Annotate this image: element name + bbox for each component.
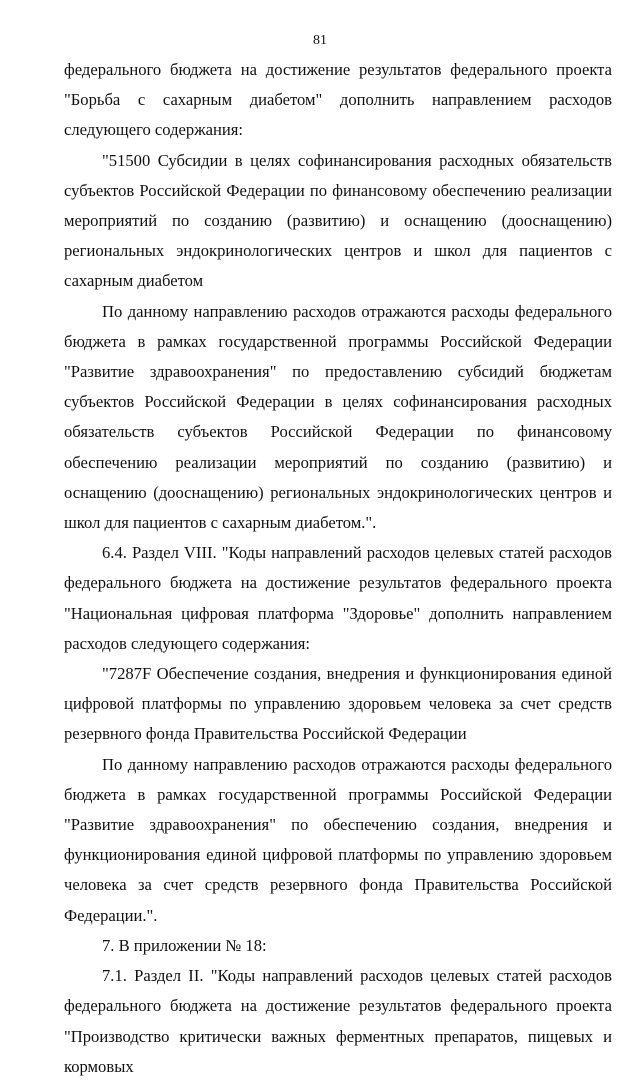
document-body	[64, 55, 612, 1082]
paragraph-continuation: федерального бюджета на достижение результатов федерального проекта "Борьба с сахарным диабетом" дополнить направлением расходов следующего содержания:	[64, 60, 612, 140]
paragraph-subsidy-51500: "51500 Субсидии в целях софинансирования расходных обязательств субъектов Российской Федерации по финансовому обеспечению реализации мероприятий по созданию (развитию) и оснащению (дооснащению) региональных эндокринологических центров и школ для пациентов с сахарным диабетом	[64, 150, 612, 291]
paragraph-51500-description: По данному направлению расходов отражаются расходы федерального бюджета в рамках государственной программы Российской Федерации "Развитие здравоохранения" по предоставлению субсидий бюджетам субъектов Российской Федерации в целях софинансирования расходных обязательств субъектов Российской Федерации по финансовому обеспечению реализации мероприятий по созданию (развитию) и оснащению (дооснащению) региональных эндокринологических центров и школ для пациентов с сахарным диабетом.".	[64, 301, 612, 533]
paragraph-code-7287f: "7287F Обеспечение создания, внедрения и функционирования единой цифровой платформы по управлению здоровьем человека за счет средств резервного фонда Правительства Российской Федерации	[64, 664, 612, 744]
paragraph-section-7-1: 7.1. Раздел II. "Коды направлений расходов целевых статей расходов федерального бюджета на достижение результатов федерального проекта "Производство критически важных ферментных препаратов, пищевых и кормовых	[64, 966, 612, 1076]
paragraph-item-7: 7. В приложении № 18:	[102, 935, 267, 955]
page-number: 81	[313, 33, 327, 48]
paragraph-7287f-description: По данному направлению расходов отражаются расходы федерального бюджета в рамках государственной программы Российской Федерации "Развитие здравоохранения" по обеспечению создания, внедрения и функционирования единой цифровой платформы по управлению здоровьем человека за счет средств резервного фонда Правительства Российской Федерации.".	[64, 754, 612, 925]
paragraph-section-6-4: 6.4. Раздел VIII. "Коды направлений расходов целевых статей расходов федерального бюджета на достижение результатов федерального проекта "Национальная цифровая платформа "Здоровье" дополнить направлением расходов следующего содержания:	[64, 543, 612, 653]
